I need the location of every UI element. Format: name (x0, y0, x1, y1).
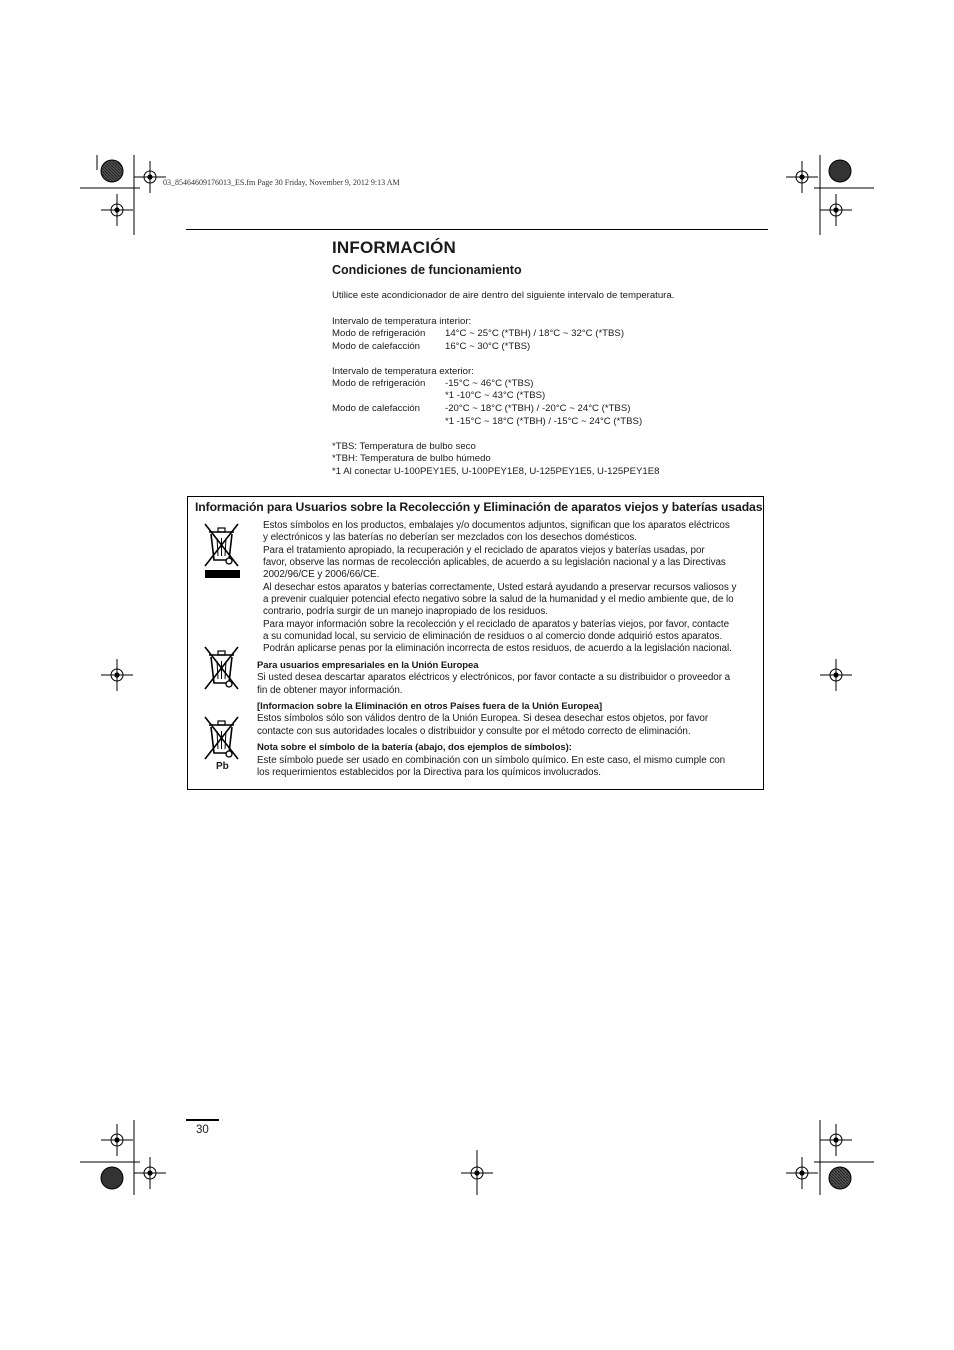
page-number-rule (186, 1119, 219, 1121)
note-tbh: *TBH: Temperatura de bulbo húmedo (332, 453, 491, 464)
intro-text: Utilice este acondicionador de aire dentro del siguiente intervalo de temperatura. (332, 290, 675, 301)
section-subtitle: Condiciones de funcionamiento (332, 263, 522, 277)
notice-line: y electrónicos y las baterías no deberían ser mezclados con los desechos domésticos. (263, 532, 637, 543)
page-number: 30 (196, 1124, 209, 1136)
chemical-symbol: Pb (216, 761, 229, 772)
crossed-bin-icon (200, 713, 244, 763)
notice-line: Estos símbolos en los productos, embalajes y/o documentos adjuntos, significan que los aparatos eléctricos (263, 520, 730, 531)
range-value: 16°C ~ 30°C (*TBS) (445, 341, 531, 352)
other-countries-line: contacte con sus autoridades locales o distribuidor y consulte por el método correcto de eliminación. (257, 726, 691, 737)
mode-label: Modo de refrigeración (332, 378, 426, 389)
other-countries-line: Estos símbolos sólo son válidos dentro de la Unión Europea. Si desea desechar estos objetos, por favor (257, 713, 709, 724)
top-rule (186, 229, 768, 230)
mode-label: Modo de calefacción (332, 403, 420, 414)
notice-line: a prevenir cualquier potencial efecto negativo sobre la salud de la humanidad y el medio ambiente que, de lo (263, 594, 734, 605)
business-heading: Para usuarios empresariales en la Unión Europea (257, 660, 479, 671)
battery-line: Este símbolo puede ser usado en combinación con un símbolo químico. En este caso, el mismo cumple con (257, 755, 726, 766)
indoor-heading: Intervalo de temperatura interior: (332, 316, 472, 327)
business-line: Si usted desea descartar aparatos eléctricos y electrónicos, por favor contacte a su distribuidor o proveedor a (257, 672, 731, 683)
battery-heading: Nota sobre el símbolo de la batería (abajo, dos ejemplos de símbolos): (257, 742, 572, 753)
battery-line: los requerimientos establecidos por la Directiva para los químicos involucrados. (257, 767, 601, 778)
range-value: -15°C ~ 46°C (*TBS) (445, 378, 534, 389)
mode-label: Modo de calefacción (332, 341, 420, 352)
note-tbs: *TBS: Temperatura de bulbo seco (332, 441, 476, 452)
notice-line: Para el tratamiento apropiado, la recuperación y el reciclado de aparatos viejos y baterías usadas, por (263, 545, 705, 556)
mode-label: Modo de refrigeración (332, 328, 426, 339)
other-countries-heading: [Informacion sobre la Eliminación en otros Países fuera de la Unión Europea] (257, 701, 603, 712)
crossed-bin-icon (200, 520, 244, 570)
notice-title: Información para Usuarios sobre la Recolección y Eliminación de aparatos viejos y baterías usadas (195, 500, 763, 514)
range-value: -20°C ~ 18°C (*TBH) / -20°C ~ 24°C (*TBS) (445, 403, 631, 414)
notice-line: 2002/96/CE y 2006/66/CE. (263, 569, 380, 580)
range-value: 14°C ~ 25°C (*TBH) / 18°C ~ 32°C (*TBS) (445, 328, 625, 339)
range-value: *1 -10°C ~ 43°C (*TBS) (445, 390, 546, 401)
black-bar-symbol (205, 570, 240, 578)
note-models: *1 Al conectar U-100PEY1E5, U-100PEY1E8, U-125PEY1E5, U-125PEY1E8 (332, 466, 660, 477)
notice-line: contrario, podría surgir de un manejo inapropiado de los residuos. (263, 606, 548, 617)
notice-line: a su comunidad local, su servicio de eliminación de residuos o al comercio donde adquirió estos aparatos. (263, 631, 723, 642)
outdoor-heading: Intervalo de temperatura exterior: (332, 366, 474, 377)
file-info-header: 03_85464609176013_ES.fm Page 30 Friday, November 9, 2012 9:13 AM (163, 178, 400, 187)
notice-line: favor, observe las normas de recolección aplicables, de acuerdo a su legislación nacional y a las Directivas (263, 557, 726, 568)
business-line: fin de obtener mayor información. (257, 685, 403, 696)
notice-line: Para mayor información sobre la recolección y el reciclado de aparatos y baterías viejos, por favor, contacte (263, 619, 730, 630)
notice-line: Podrán aplicarse penas por la eliminación incorrecta de estos residuos, de acuerdo a la legislación nacional. (263, 643, 732, 654)
section-title: INFORMACIÓN (332, 238, 457, 257)
notice-line: Al desechar estos aparatos y baterías correctamente, Usted estará ayudando a preservar recursos valiosos y (263, 582, 737, 593)
range-value: *1 -15°C ~ 18°C (*TBH) / -15°C ~ 24°C (*TBS) (445, 416, 643, 427)
crossed-bin-icon (200, 643, 244, 693)
